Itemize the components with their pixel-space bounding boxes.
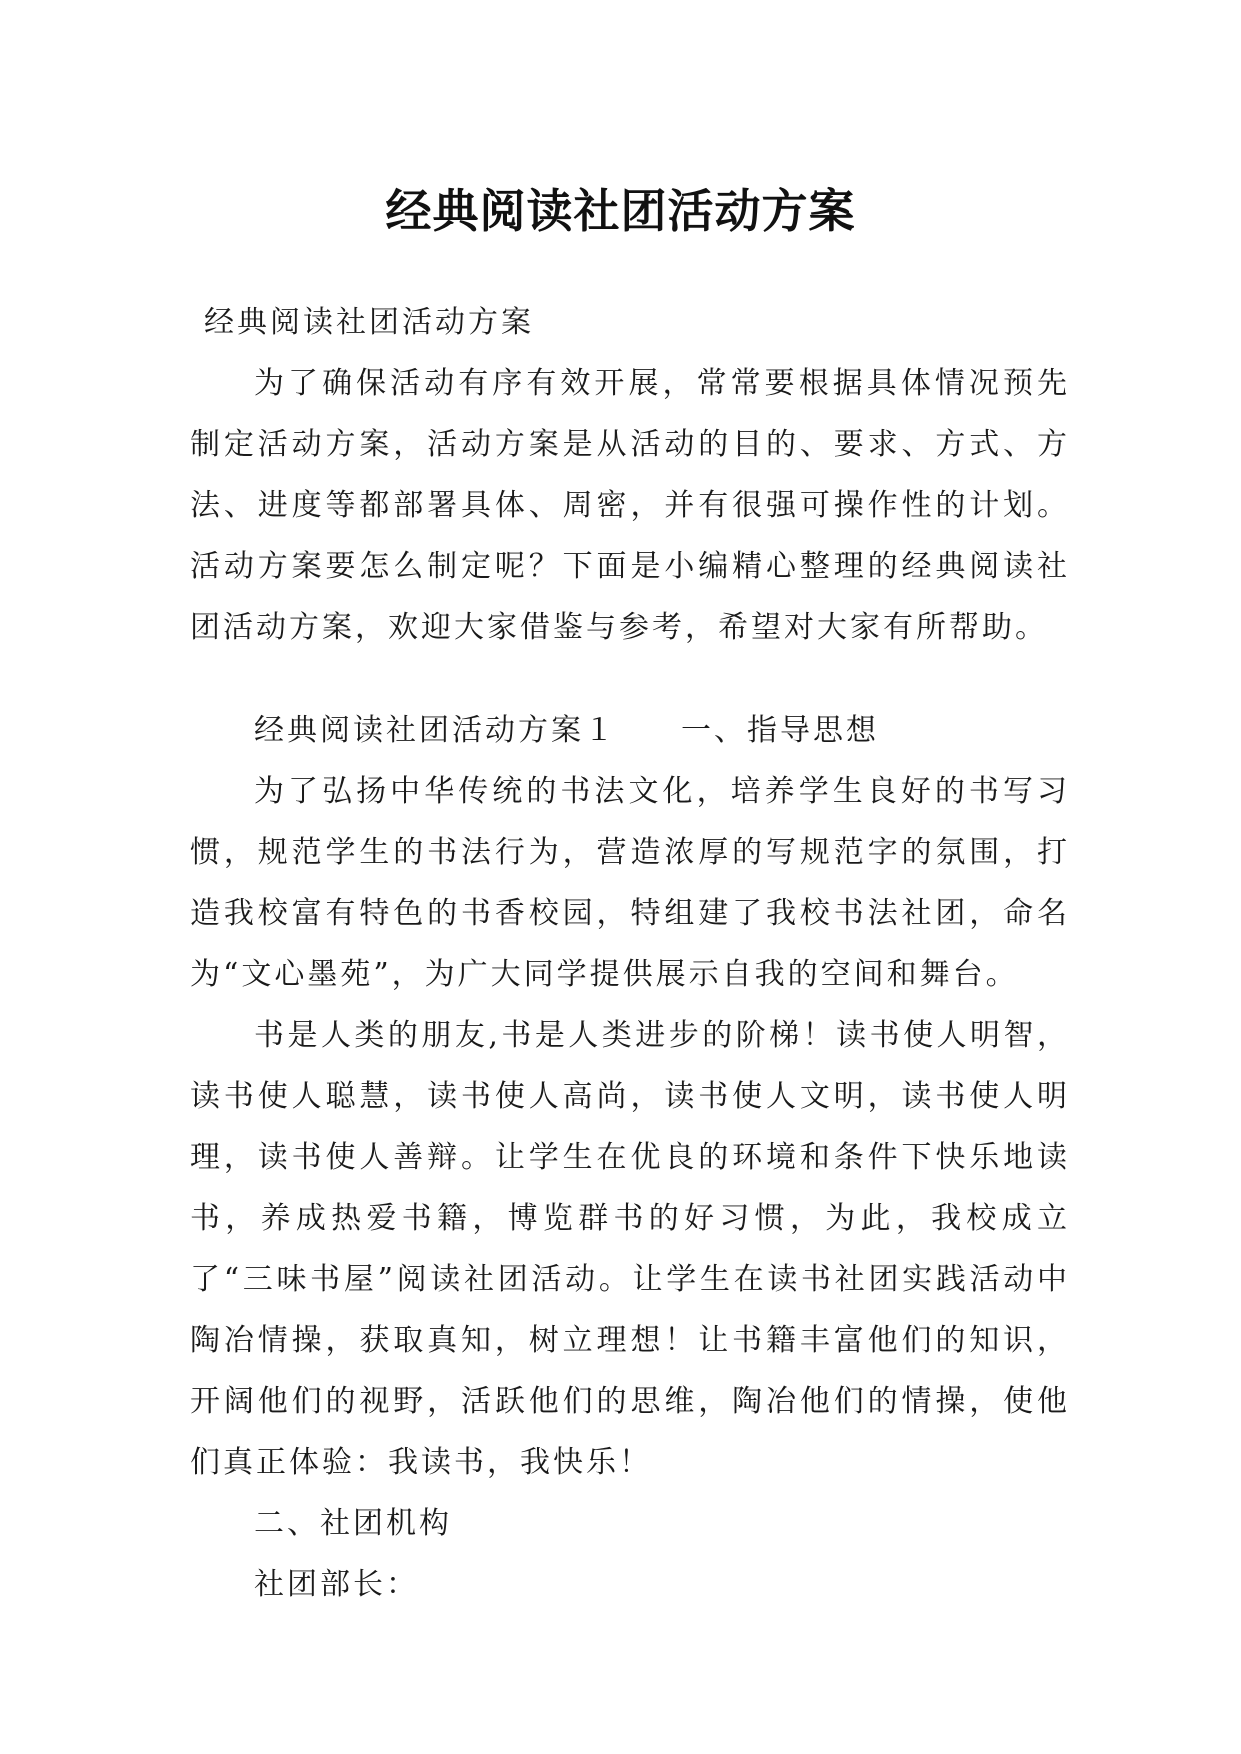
paragraph-guiding-idea: 为了弘扬中华传统的书法文化，培养学生良好的书写习惯，规范学生的书法行为，营造浓厚的写规范字的氛围，打造我校富有特色的书香校园，特组建了我校书法社团，命名为“文心墨苑”，为广大同学提供展示自我的空间和舞台。 bbox=[190, 774, 1070, 992]
document-body bbox=[190, 292, 1070, 1615]
section-1-heading: 经典阅读社团活动方案１ bbox=[254, 713, 617, 748]
document-title: 经典阅读社团活动方案 bbox=[385, 183, 856, 238]
section-1-heading-line bbox=[190, 700, 1070, 761]
intro-paragraph: 为了确保活动有序有效开展，常常要根据具体情况预先制定活动方案，活动方案是从活动的目的、要求、方式、方法、进度等都部署具体、周密，并有很强可操作性的计划。活动方案要怎么制定呢？下面是小编精心整理的经典阅读社团活动方案，欢迎大家借鉴与参考，希望对大家有所帮助。 bbox=[190, 366, 1070, 645]
role-label-director: 社团部长： bbox=[254, 1567, 419, 1602]
section-1-subheading: 一、指导思想 bbox=[681, 713, 879, 748]
document-subtitle: 经典阅读社团活动方案 bbox=[204, 305, 534, 340]
section-2-heading: 二、社团机构 bbox=[254, 1506, 452, 1541]
paragraph-reading-club: 书是人类的朋友,书是人类进步的阶梯！读书使人明智，读书使人聪慧，读书使人高尚，读书使人文明，读书使人明理，读书使人善辩。让学生在优良的环境和条件下快乐地读书，养成热爱书籍，博览群书的好习惯，为此，我校成立了“三味书屋”阅读社团活动。让学生在读书社团实践活动中陶冶情操，获取真知，树立理想！让书籍丰富他们的知识，开阔他们的视野，活跃他们的思维，陶冶他们的情操，使他们真正体验：我读书，我快乐！ bbox=[190, 1018, 1070, 1480]
